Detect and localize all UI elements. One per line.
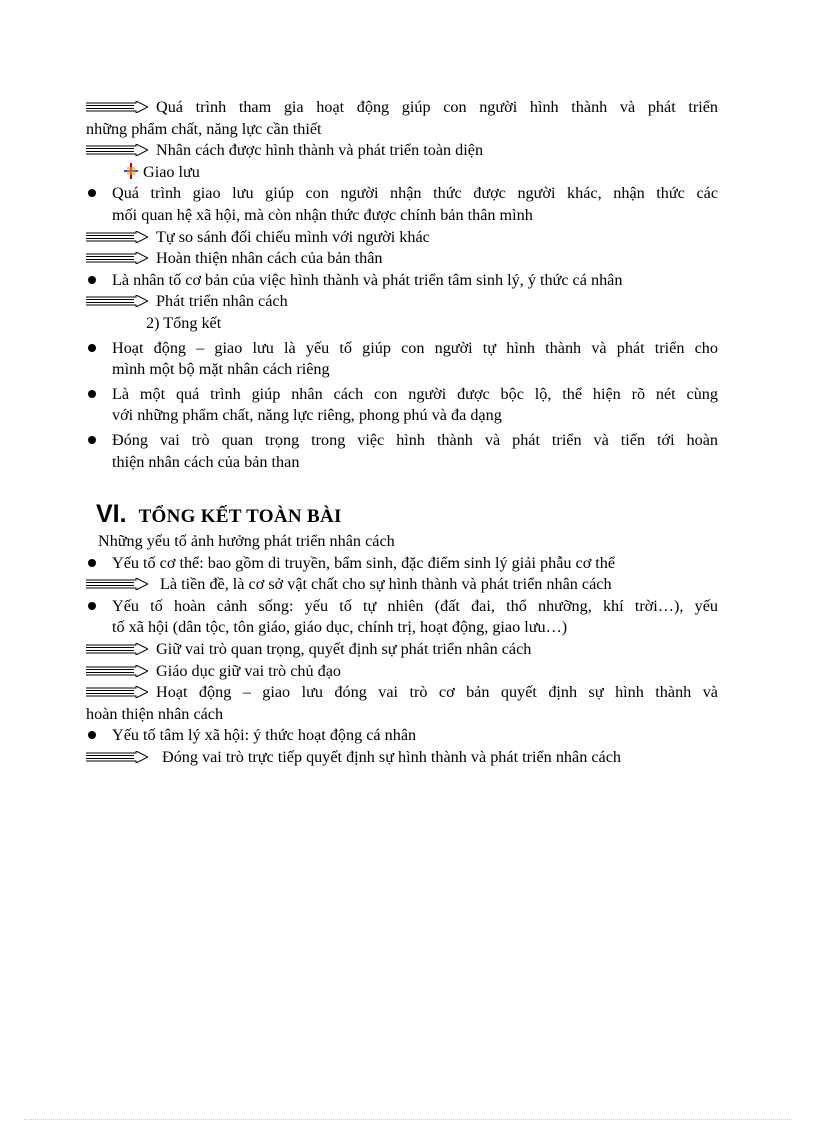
arrow-line <box>86 661 718 683</box>
paragraph-text: Hoạt động – giao lưu là yếu tố giúp con người tự hình thành và phát triển cho <box>112 338 718 357</box>
paragraph-continuation <box>86 205 718 227</box>
paragraph-text: thiện nhân cách của bản than <box>112 452 300 471</box>
double-arrow-icon <box>86 665 148 677</box>
bullet-item <box>86 384 718 406</box>
numbered-heading-text: 2) Tổng kết <box>146 313 222 332</box>
bullet-item <box>86 596 718 618</box>
bullet-item <box>86 430 718 452</box>
paragraph-text: Quá trình giao lưu giúp con người nhận thức được người khác, nhận thức các <box>112 184 718 203</box>
paragraph-text: Là một quá trình giúp nhân cách con người được bộc lộ, thể hiện rõ nét cùng <box>112 384 718 403</box>
bullet-icon <box>88 436 96 444</box>
paragraph-text: mối quan hệ xã hội, mà còn nhận thức được chính bản thân mình <box>112 205 533 224</box>
arrow-line <box>86 97 718 119</box>
arrow-line <box>86 291 718 313</box>
summary-intro <box>86 531 718 553</box>
paragraph-text: Là tiền đề, là cơ sở vật chất cho sự hình thành và phát triển nhân cách <box>160 575 612 594</box>
paragraph-text: tố xã hội (dân tộc, tôn giáo, giáo dục, chính trị, hoạt động, giao lưu…) <box>112 618 568 637</box>
arrow-line <box>86 639 718 661</box>
paragraph-text: Giáo dục giữ vai trò chủ đạo <box>156 661 341 680</box>
paragraph-text: Hoạt động – giao lưu đóng vai trò cơ bản quyết định sự hình thành và <box>156 683 718 702</box>
paragraph-text: Nhân cách được hình thành và phát triển toàn diện <box>156 141 484 160</box>
paragraph-continuation <box>86 405 718 427</box>
subheading-line <box>86 162 718 184</box>
bullet-item <box>86 725 718 747</box>
paragraph-continuation <box>86 359 718 381</box>
double-arrow-icon <box>86 144 148 156</box>
paragraph-text: Hoàn thiện nhân cách của bản thân <box>156 249 383 268</box>
bullet-icon <box>88 344 96 352</box>
section-title: TỔNG KẾT TOÀN BÀI <box>138 506 342 528</box>
double-arrow-icon <box>86 578 148 590</box>
paragraph-text: Quá trình tham gia hoạt động giúp con người hình thành và phát triển <box>156 98 718 116</box>
subheading-text: Giao lưu <box>143 162 200 181</box>
paragraph-continuation <box>86 704 718 726</box>
paragraph-text: với những phẩm chất, năng lực riêng, phong phú và đa dạng <box>112 406 502 425</box>
bullet-item <box>86 553 718 575</box>
double-arrow-icon <box>86 295 148 307</box>
arrow-line <box>86 227 718 249</box>
paragraph-text: Là nhân tố cơ bản của việc hình thành và phát triển tâm sinh lý, ý thức cá nhân <box>112 270 623 289</box>
bullet-item <box>86 183 718 205</box>
double-arrow-icon <box>86 231 148 243</box>
paragraph-text: Đóng vai trò quan trọng trong việc hình thành và phát triển và tiến tới hoàn <box>112 430 718 449</box>
paragraph-text: hoàn thiện nhân cách <box>86 704 224 723</box>
bullet-item <box>86 338 718 360</box>
bullet-icon <box>88 276 96 284</box>
double-arrow-icon <box>86 643 148 655</box>
diamond-bullet-icon <box>124 163 138 179</box>
bullet-icon <box>88 602 96 610</box>
paragraph-continuation <box>86 617 718 639</box>
bullet-icon <box>88 189 96 197</box>
paragraph-text: Đóng vai trò trực tiếp quyết định sự hình thành và phát triển nhân cách <box>162 748 621 767</box>
double-arrow-icon <box>86 101 148 113</box>
arrow-line <box>86 140 718 162</box>
section-heading <box>86 497 718 531</box>
paragraph-text: Giữ vai trò quan trọng, quyết định sự phát triển nhân cách <box>156 640 532 659</box>
bullet-icon <box>88 731 96 739</box>
document-body <box>86 97 718 769</box>
bullet-icon <box>88 390 96 398</box>
bullet-icon <box>88 559 96 567</box>
numbered-heading <box>86 313 718 335</box>
paragraph-continuation <box>86 119 718 141</box>
arrow-line <box>86 574 718 596</box>
double-arrow-icon <box>86 252 148 264</box>
double-arrow-icon <box>86 751 148 763</box>
double-arrow-icon <box>86 686 148 698</box>
arrow-line <box>86 682 718 704</box>
section-number: VI. <box>96 500 127 529</box>
paragraph-text: Những yếu tố ảnh hưởng phát triển nhân cách <box>98 532 395 551</box>
arrow-line <box>86 747 718 769</box>
paragraph-text: Yếu tố hoàn cảnh sống: yếu tố tự nhiên (đất đai, thổ nhưỡng, khí trời…), yếu <box>112 596 718 615</box>
paragraph-text: Yếu tố cơ thể: bao gồm di truyền, bẩm sinh, đặc điểm sinh lý giải phẫu cơ thể <box>112 553 616 572</box>
bullet-item <box>86 270 718 292</box>
paragraph-text: mình một bộ mặt nhân cách riêng <box>112 360 330 379</box>
paragraph-continuation <box>86 452 718 474</box>
page-footer-divider <box>24 1119 792 1121</box>
paragraph-text: Tự so sánh đối chiếu mình với người khác <box>156 227 430 246</box>
paragraph-text: những phẩm chất, năng lực cần thiết <box>86 119 322 138</box>
arrow-line <box>86 248 718 270</box>
paragraph-text: Phát triển nhân cách <box>156 292 288 311</box>
paragraph-text: Yếu tố tâm lý xã hội: ý thức hoạt động cá nhân <box>112 726 417 745</box>
